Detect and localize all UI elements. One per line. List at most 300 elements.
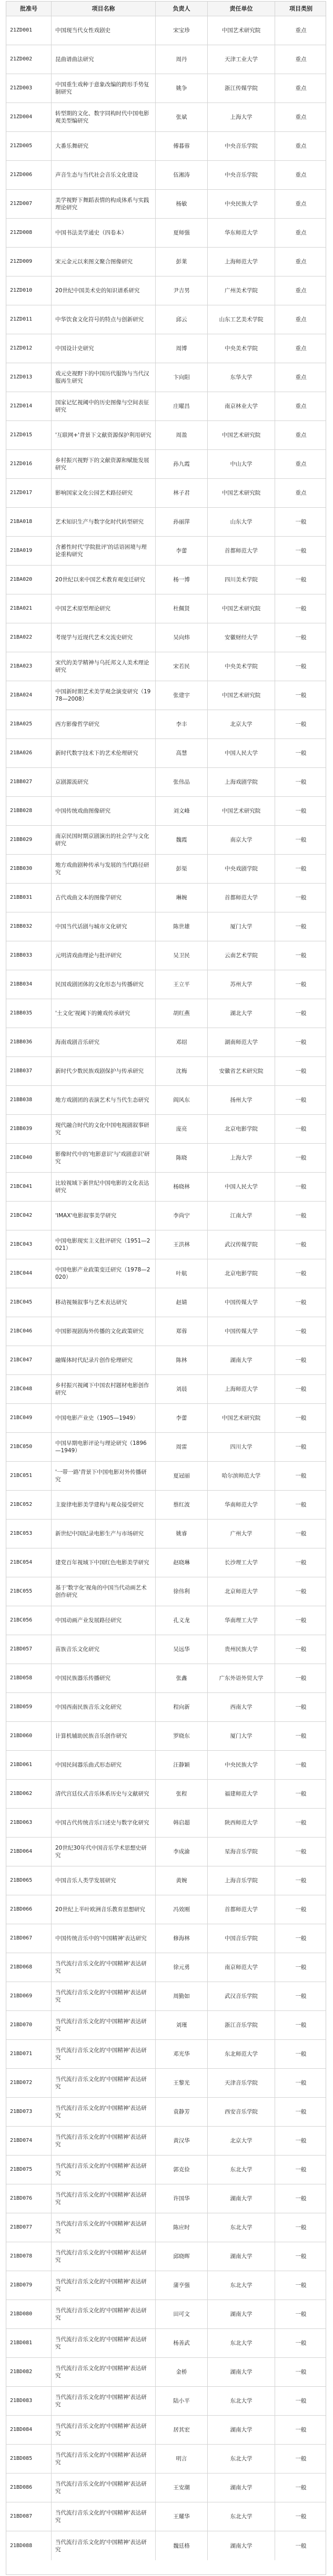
- cell-code: 21BB034: [6, 970, 52, 999]
- cell-unit: 中国艺术研究院: [208, 16, 275, 45]
- cell-project-name: 美学视野下舞蹈表情的构成体系与实践理论研究: [52, 190, 156, 218]
- cell-project-name: 中国电影产业政策变迁研究（1978—2020）: [52, 1259, 156, 1288]
- cell-category: 一般: [295, 1213, 307, 1219]
- table-row: [6, 1230, 326, 1259]
- cell-project-name: 当代流行音乐文化的'中国精神'表达研究: [52, 2127, 156, 2155]
- cell-project-name: 中国民族器乐传播研究: [52, 1664, 156, 1692]
- cell-category: 一般: [295, 2513, 307, 2520]
- cell-category: 一般: [295, 2456, 307, 2462]
- cell-code: 21BD086: [6, 2474, 52, 2502]
- cell-project-name: 当代流行音乐文化的'中国精神'表达研究: [52, 2156, 156, 2184]
- cell-lead: 姚睿: [156, 1520, 208, 1548]
- cell-unit: 四川美术学院: [208, 566, 275, 594]
- cell-lead: 尹吉男: [156, 276, 208, 305]
- cell-project-name: 中国新时期艺术美学观念演变研究（1978—2008）: [52, 681, 156, 710]
- cell-unit: 华南师范大学: [208, 1491, 275, 1519]
- table-row: [6, 1866, 326, 1895]
- table-row: [6, 276, 326, 305]
- table-row: [6, 681, 326, 710]
- cell-project-name: 转型期的文化、数字同构时代中国电影观美型编研究: [52, 103, 156, 131]
- cell-unit: 中央民族大学: [208, 190, 275, 218]
- cell-category: 重点: [295, 316, 307, 323]
- cell-code: 21BA024: [6, 681, 52, 710]
- cell-category: 一般: [295, 1906, 307, 1913]
- cell-code: 21BD066: [6, 1895, 52, 1924]
- cell-unit: 南京师范大学: [208, 1953, 275, 1982]
- cell-lead: 叶航: [156, 1259, 208, 1288]
- cell-code: 21BD072: [6, 2069, 52, 2097]
- cell-lead: 张程: [156, 1780, 208, 1808]
- cell-project-name: 国家记忆视阈中的历史图像与空间表征研究: [52, 392, 156, 420]
- cell-lead: 赵晓琳: [156, 1548, 208, 1577]
- cell-project-name: 现代融合时代的文化中国电视剧叙事研究: [52, 1115, 156, 1143]
- cell-unit: 安徽财经大学: [208, 623, 275, 652]
- cell-unit: 星海音乐学院: [208, 1838, 275, 1866]
- cell-lead: 张斌: [156, 103, 208, 131]
- table-row: [6, 1982, 326, 2011]
- table-row: [6, 2098, 326, 2127]
- cell-project-name: 元明清戏曲理论与批评研究: [52, 941, 156, 970]
- cell-unit: 中国音乐学院: [208, 1924, 275, 1953]
- cell-code: 21BD074: [6, 2127, 52, 2155]
- table-row: [6, 912, 326, 941]
- cell-category: 一般: [295, 981, 307, 988]
- table-row: [6, 1809, 326, 1838]
- cell-lead: 李成渝: [156, 1838, 208, 1866]
- cell-unit: 陕西师范大学: [208, 1809, 275, 1837]
- table-row: [6, 334, 326, 363]
- table-row: [6, 710, 326, 739]
- cell-project-name: 当代流行音乐文化的'中国精神'表达研究: [52, 2329, 156, 2357]
- cell-category: 重点: [295, 201, 307, 207]
- table-row: [6, 1577, 326, 1606]
- cell-project-name: '土文化'视阈下的傩戏传承研究: [52, 999, 156, 1028]
- cell-category: 重点: [295, 85, 307, 91]
- cell-project-name: 影像时代中的'电影意识'与'戏剧意识'研究: [52, 1144, 156, 1172]
- table-row: [6, 884, 326, 912]
- cell-lead: 袁静芳: [156, 2098, 208, 2126]
- table-row: [6, 594, 326, 623]
- cell-lead: 陆小平: [156, 2387, 208, 2415]
- table-row: [6, 1086, 326, 1115]
- cell-project-name: 中国传统音乐中的'中国精神'表达研究: [52, 1924, 156, 1953]
- cell-unit: 中国传媒大学: [208, 1288, 275, 1317]
- table-row: [6, 363, 326, 392]
- table-row: [6, 739, 326, 768]
- cell-code: 21BB038: [6, 1086, 52, 1114]
- table-row: [6, 305, 326, 334]
- cell-project-name: 艺术知识生产与数字化时代转型研究: [52, 508, 156, 536]
- cell-project-name: 中国早期电影评论与理论研究（1896—1949）: [52, 1433, 156, 1461]
- cell-code: 21BC049: [6, 1404, 52, 1432]
- cell-unit: 北京师范大学: [208, 1577, 275, 1606]
- cell-unit: 中国人民大学: [208, 739, 275, 767]
- cell-project-name: 中国重生戏种于意象改编的跨形手势复制研究: [52, 74, 156, 102]
- cell-code: 21BD073: [6, 2098, 52, 2126]
- cell-category: 一般: [295, 2253, 307, 2260]
- cell-project-name: 宋代的美学精神与乌托邦文人美术理论研究: [52, 652, 156, 681]
- cell-code: 21BC051: [6, 1462, 52, 1490]
- cell-lead: 明言: [156, 2445, 208, 2473]
- cell-category: 重点: [295, 56, 307, 63]
- cell-project-name: 乡村振兴视野下的文献资源和赋能发展研究: [52, 450, 156, 478]
- cell-unit: 北京电影学院: [208, 1115, 275, 1143]
- cell-category: 重点: [295, 490, 307, 496]
- cell-lead: 李蕾: [156, 1404, 208, 1432]
- cell-lead: 孙九霞: [156, 450, 208, 478]
- cell-lead: 孙丽萍: [156, 508, 208, 536]
- cell-project-name: 比较视域下新世纪中国电影的文化表达研究: [52, 1173, 156, 1201]
- cell-category: 一般: [295, 1849, 307, 1855]
- cell-code: 21BB032: [6, 912, 52, 941]
- cell-category: 一般: [295, 1733, 307, 1739]
- cell-unit: 湖南大学: [208, 2242, 275, 2271]
- cell-lead: 修海林: [156, 1924, 208, 1953]
- cell-project-name: 影响国家文化公园艺术路径研究: [52, 479, 156, 507]
- cell-lead: 吴卫民: [156, 941, 208, 970]
- table-row: [6, 1433, 326, 1462]
- cell-project-name: 中国音乐人类学发展研究: [52, 1866, 156, 1895]
- table-row: [6, 652, 326, 681]
- cell-lead: 周丹: [156, 45, 208, 74]
- cell-code: 21BA026: [6, 739, 52, 767]
- cell-unit: 中国艺术研究院: [208, 681, 275, 710]
- cell-lead: 王黎光: [156, 2069, 208, 2097]
- cell-unit: 上海大学: [208, 1144, 275, 1172]
- cell-project-name: 20世纪中国美术史的知识谱系研究: [52, 276, 156, 305]
- cell-category: 重点: [295, 172, 307, 178]
- cell-lead: 陈应时: [156, 2213, 208, 2242]
- cell-category: 一般: [295, 1935, 307, 1942]
- cell-unit: 上海音乐学院: [208, 1866, 275, 1895]
- cell-project-name: 中国动画产业发展路径研究: [52, 1606, 156, 1635]
- cell-lead: 王洪林: [156, 1230, 208, 1259]
- cell-lead: 彭莱: [156, 248, 208, 276]
- cell-unit: 山东大学: [208, 508, 275, 536]
- cell-code: 21ZD003: [6, 74, 52, 102]
- table-row: [6, 2184, 326, 2213]
- cell-project-name: 中国现当代女性戏剧史: [52, 16, 156, 45]
- table-row: [6, 74, 326, 103]
- cell-lead: 王耀华: [156, 2502, 208, 2531]
- cell-unit: 云南艺术学院: [208, 941, 275, 970]
- table-row: [6, 1924, 326, 1953]
- table-row: [6, 190, 326, 219]
- cell-unit: 中国艺术研究院: [208, 594, 275, 623]
- cell-lead: 罗晓东: [156, 1722, 208, 1750]
- cell-lead: 周勤如: [156, 1982, 208, 2010]
- cell-category: 一般: [295, 634, 307, 641]
- cell-lead: 李丰: [156, 710, 208, 738]
- cell-lead: 卞向阳: [156, 363, 208, 392]
- cell-code: 21BC044: [6, 1259, 52, 1288]
- cell-unit: 东北大学: [208, 2271, 275, 2300]
- table-row: [6, 1202, 326, 1230]
- cell-project-name: 建党百年视域下中国红色电影美学研究: [52, 1548, 156, 1577]
- cell-lead: 程向新: [156, 1693, 208, 1721]
- cell-project-name: 当代流行音乐文化的'中国精神'表达研究: [52, 1953, 156, 1982]
- cell-code: 21BD058: [6, 1664, 52, 1692]
- cell-category: 重点: [295, 345, 307, 352]
- cell-code: 21BC041: [6, 1173, 52, 1201]
- cell-category: 一般: [295, 2022, 307, 2028]
- cell-unit: 广东外语外贸大学: [208, 1664, 275, 1692]
- cell-code: 21BC046: [6, 1317, 52, 1346]
- cell-category: 一般: [295, 2138, 307, 2144]
- cell-category: 一般: [295, 663, 307, 670]
- cell-lead: 黄婉: [156, 1866, 208, 1895]
- cell-category: 一般: [295, 1184, 307, 1190]
- table-row: [6, 392, 326, 421]
- cell-category: 一般: [295, 2369, 307, 2375]
- cell-category: 一般: [295, 2080, 307, 2086]
- table-row: [6, 999, 326, 1028]
- cell-category: 一般: [295, 577, 307, 583]
- cell-project-name: 当代流行音乐文化的'中国精神'表达研究: [52, 2184, 156, 2213]
- table-row: [6, 1028, 326, 1057]
- cell-unit: 中国艺术研究院: [208, 797, 275, 825]
- cell-lead: 伍湘涛: [156, 161, 208, 189]
- cell-category: 一般: [295, 779, 307, 785]
- cell-category: 一般: [295, 2051, 307, 2057]
- cell-unit: 东北大学: [208, 2213, 275, 2242]
- cell-code: 21BC056: [6, 1606, 52, 1635]
- cell-lead: 王立平: [156, 970, 208, 999]
- cell-code: 21BD078: [6, 2242, 52, 2271]
- cell-unit: 广州美术学院: [208, 276, 275, 305]
- cell-category: 一般: [295, 548, 307, 554]
- cell-category: 一般: [295, 2195, 307, 2202]
- cell-code: 21ZD017: [6, 479, 52, 507]
- table-row: [6, 1780, 326, 1809]
- cell-category: 一般: [295, 1328, 307, 1335]
- cell-unit: 南京大学: [208, 826, 275, 854]
- cell-category: 一般: [295, 1473, 307, 1479]
- cell-unit: 哈尔滨师范大学: [208, 1462, 275, 1490]
- cell-lead: 黄汉华: [156, 2127, 208, 2155]
- cell-lead: 张建宇: [156, 681, 208, 710]
- cell-unit: 东北师范大学: [208, 2040, 275, 2068]
- cell-lead: 李尚宁: [156, 1202, 208, 1230]
- cell-category: 一般: [295, 2542, 307, 2549]
- cell-code: 21BD080: [6, 2300, 52, 2328]
- cell-code: 21BD065: [6, 1866, 52, 1895]
- cell-unit: 华南理工大学: [208, 1606, 275, 1635]
- cell-category: 一般: [295, 1415, 307, 1421]
- table-row: [6, 797, 326, 826]
- table-row: [6, 2069, 326, 2098]
- cell-category: 一般: [295, 1675, 307, 1681]
- cell-project-name: 地方戏剧团的表演艺术与当代生态研究: [52, 1086, 156, 1114]
- table-row: [6, 1895, 326, 1924]
- cell-lead: 杨晓林: [156, 1173, 208, 1201]
- table-row: [6, 2127, 326, 2156]
- cell-code: 21BD081: [6, 2329, 52, 2357]
- cell-project-name: 南京民国时期京剧演出的社会学与文化研究: [52, 826, 156, 854]
- cell-lead: 孔义龙: [156, 1606, 208, 1635]
- cell-lead: 夏师强: [156, 219, 208, 247]
- cell-project-name: 中国设计史研究: [52, 334, 156, 363]
- cell-code: 21BA019: [6, 537, 52, 565]
- table-row: [6, 1259, 326, 1288]
- cell-code: 21BD079: [6, 2271, 52, 2300]
- table-body: [6, 16, 326, 2560]
- cell-project-name: 20世纪30年代中国音乐学术思想史研究: [52, 1838, 156, 1866]
- cell-code: 21BD077: [6, 2213, 52, 2242]
- cell-project-name: 计算机辅助民族音乐创作研究: [52, 1722, 156, 1750]
- project-table: [6, 1, 326, 2575]
- cell-category: 重点: [295, 403, 307, 409]
- cell-lead: 郑蓉: [156, 1317, 208, 1346]
- cell-code: 21BD071: [6, 2040, 52, 2068]
- cell-project-name: 中国电影现实主义批评研究（1951—2021）: [52, 1230, 156, 1259]
- cell-unit: 西安音乐学院: [208, 2098, 275, 2126]
- cell-project-name: 融媒体时代纪录片创作伦理研究: [52, 1346, 156, 1374]
- cell-category: 一般: [295, 1097, 307, 1103]
- cell-code: 21BB036: [6, 1028, 52, 1056]
- cell-unit: 湖南大学: [208, 2358, 275, 2386]
- cell-code: 21BC043: [6, 1230, 52, 1259]
- table-row: [6, 1173, 326, 1202]
- cell-project-name: 海南戏剧音乐研究: [52, 1028, 156, 1056]
- table-row: [6, 1462, 326, 1491]
- cell-project-name: 基于'数字化'视角的中国当代动画艺术创作研究: [52, 1577, 156, 1606]
- cell-lead: 宋宝珍: [156, 16, 208, 45]
- cell-code: 21BD084: [6, 2416, 52, 2444]
- cell-code: 21BC053: [6, 1520, 52, 1548]
- cell-code: 21BC054: [6, 1548, 52, 1577]
- table-row: [6, 103, 326, 132]
- cell-unit: 扬州大学: [208, 1086, 275, 1114]
- cell-project-name: 中国西南民族音乐文化研究: [52, 1693, 156, 1721]
- cell-project-name: 清代宫廷仪式音乐体系历史与文献研究: [52, 1780, 156, 1808]
- table-row: [6, 16, 326, 45]
- table-row: [6, 2271, 326, 2300]
- cell-unit: 江南大学: [208, 1202, 275, 1230]
- cell-unit: 湖北大学: [208, 999, 275, 1028]
- cell-code: 21BB027: [6, 768, 52, 796]
- cell-project-name: 京剧源流研究: [52, 768, 156, 796]
- cell-project-name: 当代流行音乐文化的'中国精神'表达研究: [52, 2213, 156, 2242]
- cell-unit: 湖南大学: [208, 2531, 275, 2560]
- header-unit: 责任单位: [208, 2, 275, 16]
- cell-category: 重点: [295, 230, 307, 236]
- cell-code: 21BD061: [6, 1751, 52, 1779]
- cell-category: 一般: [295, 2224, 307, 2231]
- cell-project-name: 当代流行音乐文化的'中国精神'表达研究: [52, 2474, 156, 2502]
- cell-lead: 冯效刚: [156, 1895, 208, 1924]
- cell-lead: 田可文: [156, 2300, 208, 2328]
- cell-lead: 杨善武: [156, 2329, 208, 2357]
- cell-code: 21ZD010: [6, 276, 52, 305]
- cell-code: 21BA021: [6, 594, 52, 623]
- cell-project-name: 考现学与近现代艺术交流史研究: [52, 623, 156, 652]
- table-row: [6, 566, 326, 594]
- cell-category: 重点: [295, 143, 307, 149]
- cell-lead: 刘文峰: [156, 797, 208, 825]
- table-row: [6, 450, 326, 479]
- header-code: 批准号: [6, 2, 52, 16]
- cell-category: 一般: [295, 2109, 307, 2115]
- cell-lead: 刘晨: [156, 1375, 208, 1403]
- cell-lead: 林子君: [156, 479, 208, 507]
- table-row: [6, 2445, 326, 2474]
- table-row: [6, 1693, 326, 1722]
- table-row: [6, 1838, 326, 1866]
- cell-unit: 华东师范大学: [208, 219, 275, 247]
- cell-category: 一般: [295, 2167, 307, 2173]
- table-row: [6, 826, 326, 855]
- cell-project-name: 中国书法美学通史（四卷本）: [52, 219, 156, 247]
- cell-category: 一般: [295, 1531, 307, 1537]
- cell-project-name: 当代流行音乐文化的'中国精神'表达研究: [52, 2242, 156, 2271]
- cell-code: 21BD070: [6, 2011, 52, 2039]
- cell-lead: 姚争: [156, 74, 208, 102]
- table-row: [6, 421, 326, 450]
- cell-category: 一般: [295, 1126, 307, 1132]
- cell-unit: 湖南大学: [208, 2416, 275, 2444]
- table-row: [6, 1953, 326, 1982]
- cell-project-name: 当代流行音乐文化的'中国精神'表达研究: [52, 2040, 156, 2068]
- cell-code: 21ZD014: [6, 392, 52, 420]
- cell-project-name: 当代流行音乐文化的'中国精神'表达研究: [52, 2011, 156, 2039]
- cell-code: 21BA025: [6, 710, 52, 738]
- cell-code: 21BD063: [6, 1809, 52, 1837]
- cell-project-name: 新世纪中国纪录电影生产与市场研究: [52, 1520, 156, 1548]
- cell-project-name: 地方戏曲剧种传承与发展的当代路径研究: [52, 855, 156, 883]
- cell-unit: 浙江传媒学院: [208, 74, 275, 102]
- cell-unit: 长沙理工大学: [208, 1548, 275, 1577]
- table-row: [6, 2156, 326, 2184]
- cell-project-name: '一带一路'背景下中国电影对外传播研究: [52, 1462, 156, 1490]
- cell-category: 一般: [295, 2311, 307, 2317]
- cell-lead: 沈梅: [156, 1057, 208, 1085]
- cell-code: 21BB033: [6, 941, 52, 970]
- cell-unit: 中央民族大学: [208, 1751, 275, 1779]
- cell-code: 21BC042: [6, 1202, 52, 1230]
- cell-unit: 上海戏剧学院: [208, 768, 275, 796]
- cell-project-name: 中国影视剧海外传播的文化政策研究: [52, 1317, 156, 1346]
- cell-project-name: 当代流行音乐文化的'中国精神'表达研究: [52, 2531, 156, 2560]
- cell-lead: 徐伟利: [156, 1577, 208, 1606]
- cell-unit: 中国艺术研究院: [208, 421, 275, 449]
- cell-unit: 首都师范大学: [208, 1895, 275, 1924]
- cell-unit: 湖南大学: [208, 1346, 275, 1374]
- cell-unit: 福建师范大学: [208, 1780, 275, 1808]
- table-row: [6, 1115, 326, 1144]
- cell-code: 21BB037: [6, 1057, 52, 1085]
- cell-code: 21BD059: [6, 1693, 52, 1721]
- cell-unit: 上海师范大学: [208, 248, 275, 276]
- cell-code: 21BC045: [6, 1288, 52, 1317]
- cell-unit: 天津工业大学: [208, 45, 275, 74]
- cell-unit: 武汉传媒学院: [208, 1230, 275, 1259]
- header-category: 项目类别: [289, 5, 312, 12]
- cell-unit: 厦门大学: [208, 1722, 275, 1750]
- table-row: [6, 1548, 326, 1577]
- cell-unit: 北京大学: [208, 710, 275, 738]
- cell-lead: 琳婉: [156, 884, 208, 912]
- cell-project-name: 'IMAX'电影叙事美学研究: [52, 1202, 156, 1230]
- cell-project-name: 主旋律电影美学建构与观众接受研究: [52, 1491, 156, 1519]
- cell-category: 一般: [295, 1762, 307, 1768]
- cell-code: 21ZD002: [6, 45, 52, 74]
- cell-category: 一般: [295, 750, 307, 756]
- cell-category: 重点: [295, 114, 307, 120]
- cell-category: 一般: [295, 1386, 307, 1392]
- cell-project-name: 古代戏曲文本的图像学研究: [52, 884, 156, 912]
- cell-category: 一般: [295, 1559, 307, 1566]
